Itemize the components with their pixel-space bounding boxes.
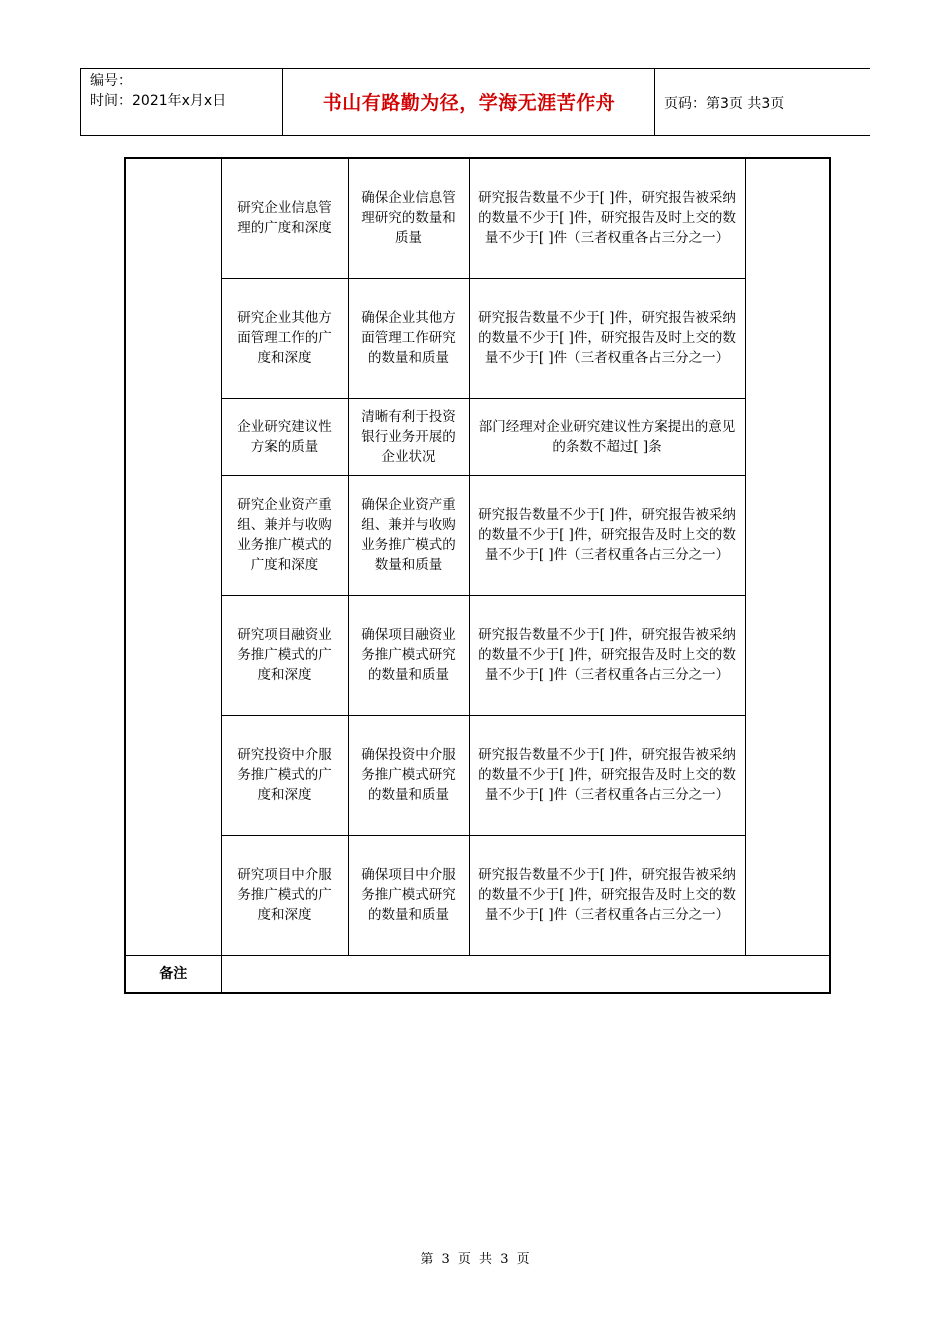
left-spacer-cell	[125, 158, 221, 955]
code-label: 编号：	[90, 73, 132, 89]
header-info	[90, 71, 226, 111]
standard-cell: 研究报告数量不少于[ ]件，研究报告被采纳的数量不少于[ ]件，研究报告及时上交的数量不少于[ ]件（三者权重各占三分之一）	[469, 835, 745, 955]
header-page-label: 页码：第3页 共3页	[664, 96, 785, 112]
item-cell: 研究企业信息管理的广度和深度	[221, 158, 348, 278]
standard-cell: 研究报告数量不少于[ ]件，研究报告被采纳的数量不少于[ ]件，研究报告及时上交的数量不少于[ ]件（三者权重各占三分之一）	[469, 595, 745, 715]
target-cell: 确保项目融资业务推广模式研究的数量和质量	[348, 595, 469, 715]
remarks-value	[221, 955, 830, 993]
remarks-label: 备注	[125, 955, 221, 993]
target-cell: 确保企业其他方面管理工作研究的数量和质量	[348, 278, 469, 398]
page-footer: 第 3 页 共 3 页	[420, 1252, 530, 1267]
table-row	[125, 595, 830, 715]
target-cell: 确保投资中介服务推广模式研究的数量和质量	[348, 715, 469, 835]
right-spacer-cell	[745, 158, 830, 955]
header-left-border	[80, 68, 81, 136]
item-cell: 研究项目中介服务推广模式的广度和深度	[221, 835, 348, 955]
header-divider-1	[282, 68, 283, 136]
standard-cell: 研究报告数量不少于[ ]件，研究报告被采纳的数量不少于[ ]件，研究报告及时上交的数量不少于[ ]件（三者权重各占三分之一）	[469, 475, 745, 595]
table-row	[125, 158, 830, 278]
table-row	[125, 835, 830, 955]
item-cell: 研究投资中介服务推广模式的广度和深度	[221, 715, 348, 835]
table-row	[125, 475, 830, 595]
table-row	[125, 715, 830, 835]
table-row	[125, 278, 830, 398]
standard-cell: 研究报告数量不少于[ ]件，研究报告被采纳的数量不少于[ ]件，研究报告及时上交的数量不少于[ ]件（三者权重各占三分之一）	[469, 715, 745, 835]
standard-cell: 研究报告数量不少于[ ]件，研究报告被采纳的数量不少于[ ]件，研究报告及时上交的数量不少于[ ]件（三者权重各占三分之一）	[469, 158, 745, 278]
remarks-row	[125, 955, 830, 993]
item-cell: 研究项目融资业务推广模式的广度和深度	[221, 595, 348, 715]
target-cell: 确保项目中介服务推广模式研究的数量和质量	[348, 835, 469, 955]
header-top-rule	[80, 68, 870, 69]
time-label: 时间：2021年x月x日	[90, 93, 227, 109]
standard-cell: 研究报告数量不少于[ ]件，研究报告被采纳的数量不少于[ ]件，研究报告及时上交的数量不少于[ ]件（三者权重各占三分之一）	[469, 278, 745, 398]
item-cell: 研究企业资产重组、兼并与收购业务推广模式的广度和深度	[221, 475, 348, 595]
item-cell: 企业研究建议性方案的质量	[221, 398, 348, 475]
standard-cell: 部门经理对企业研究建议性方案提出的意见的条数不超过[ ]条	[469, 398, 745, 475]
assessment-table	[124, 157, 831, 994]
item-cell: 研究企业其他方面管理工作的广度和深度	[221, 278, 348, 398]
target-cell: 确保企业资产重组、兼并与收购业务推广模式的数量和质量	[348, 475, 469, 595]
target-cell: 清晰有利于投资银行业务开展的企业状况	[348, 398, 469, 475]
table-row	[125, 398, 830, 475]
header-divider-2	[654, 68, 655, 136]
target-cell: 确保企业信息管理研究的数量和质量	[348, 158, 469, 278]
header-bottom-rule	[80, 135, 870, 136]
header-motto: 书山有路勤为径，学海无涯苦作舟	[322, 92, 616, 114]
